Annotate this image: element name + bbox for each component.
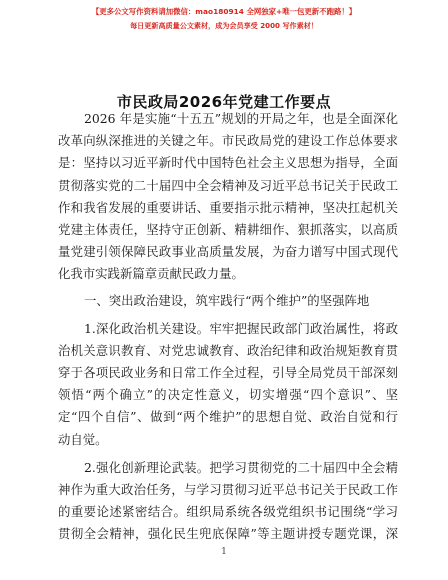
paragraph-line: 化我市实践新篇章贡献民政力量。 — [58, 266, 244, 282]
paragraph-line: 贯彻全会精神，强化民生兜底保障”等主题讲授专题党课，深 — [58, 526, 398, 542]
paragraph-line: 定“四个自信”、做到“两个维护”的思想自觉、政治自觉和行 — [58, 409, 398, 425]
paragraph-line: 动自觉。 — [58, 431, 108, 447]
paragraph-line: 量党建引领保障民政事业高质量发展，为奋力谱写中国式现代 — [58, 244, 398, 260]
paragraph-line: 党建主体责任，坚持守正创新、精耕细作、狠抓落实，以高质 — [58, 221, 398, 237]
intro-paragraph — [58, 108, 398, 286]
section-heading: 一、突出政治建设，筑牢践行“两个维护”的坚强阵地 — [84, 292, 370, 308]
item-2-paragraph — [58, 457, 398, 546]
document-title: 市民政局2026年党建工作要点 — [116, 93, 332, 111]
paragraph-line: 作和我省发展的重要讲话、重要指示批示精神，坚决扛起机关 — [58, 199, 398, 215]
item-1-paragraph — [58, 318, 398, 451]
paragraph-line: 神作为重大政治任务，与学习贯彻习近平总书记关于民政工作 — [58, 482, 398, 497]
document-body — [58, 108, 398, 546]
promo-banner-line-2: 每日更新高质量公文素材，成为会员享受 2000 写作素材！ — [130, 21, 318, 30]
paragraph-line: 2026 年是实施“十五五”规划的开局之年，也是全面深化 — [84, 111, 398, 126]
paragraph-line: 的重要论述紧密结合。组织局系统各级党组织书记围绕“学习 — [58, 504, 398, 520]
paragraph-line: 改革向纵深推进的关键之年。市民政局党的建设工作总体要求 — [58, 133, 398, 149]
paragraph-line: 2.强化创新理论武装。把学习贯彻党的二十届四中全会精 — [84, 459, 398, 475]
page-number: 1 — [221, 547, 227, 557]
paragraph-line: 领悟“两个确立”的决定性意义，切实增强“四个意识”、坚 — [58, 387, 398, 403]
promo-banner-line-1: 【更多公文写作资料请加微信：mao180914 全网独家+唯一包更新不跑路！】 — [91, 7, 357, 16]
paragraph-line: 贯彻落实党的二十届四中全会精神及习近平总书记关于民政工 — [58, 177, 398, 193]
paragraph-line: 是：坚持以习近平新时代中国特色社会主义思想为指导，全面 — [58, 155, 398, 171]
paragraph-line: 治机关意识教育、对党忠诚教育、政治纪律和政治规矩教育贯 — [58, 342, 398, 358]
promo-banner — [0, 6, 448, 32]
paragraph-line: 1.深化政治机关建设。牢牢把握民政部门政治属性，将政 — [84, 320, 398, 336]
paragraph-line: 穿于各项民政业务和日常工作全过程，引导全局党员干部深刻 — [58, 365, 398, 381]
